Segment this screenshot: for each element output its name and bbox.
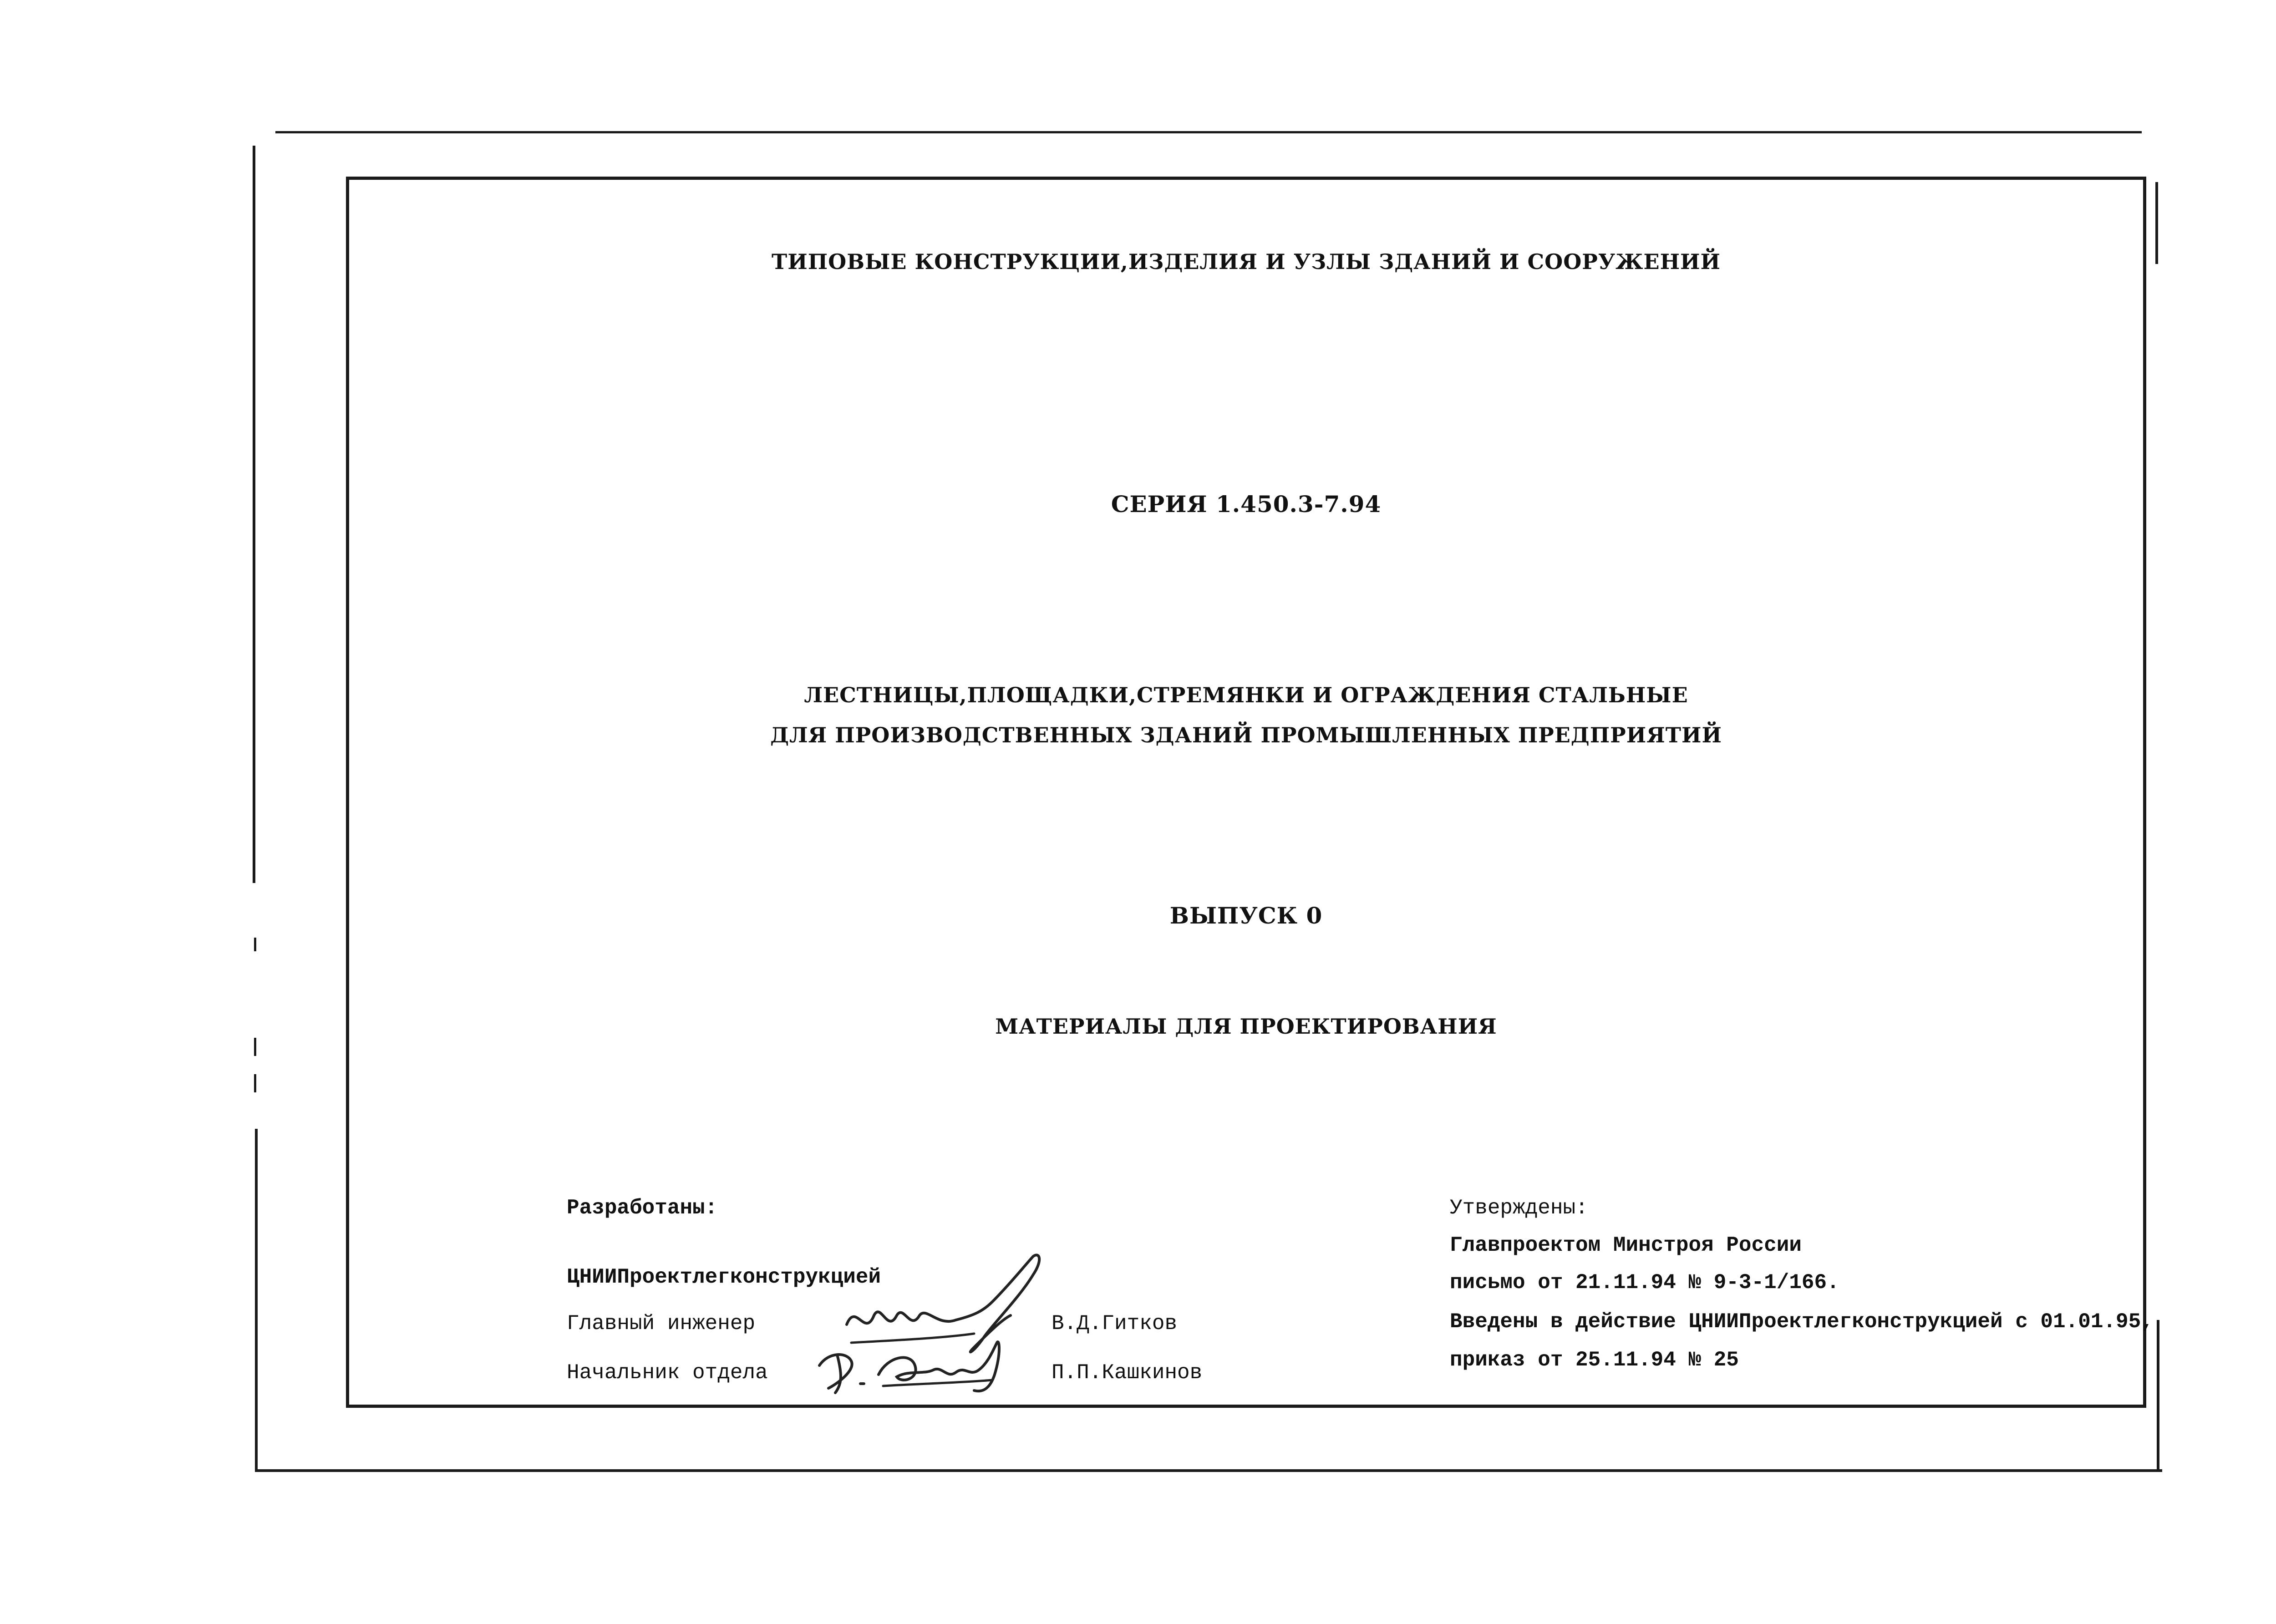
top-rule — [275, 131, 2142, 133]
left-rule-mid-1 — [254, 938, 256, 951]
right-rule-upper — [2155, 182, 2158, 264]
approved-heading: Утверждены: — [1450, 1196, 1588, 1220]
materials-title: МАТЕРИАЛЫ ДЛЯ ПРОЕКТИРОВАНИЯ — [995, 1014, 1497, 1039]
bottom-rule — [255, 1469, 2162, 1472]
left-rule-mid-2 — [254, 1038, 256, 1056]
developed-heading: Разработаны: — [567, 1196, 718, 1220]
chief-engineer-title: Главный инженер — [567, 1312, 756, 1335]
series-number: СЕРИЯ 1.450.3-7.94 — [1111, 491, 1382, 518]
approved-line-1: Главпроектом Минстроя России — [1450, 1233, 1802, 1257]
approved-line-4: приказ от 25.11.94 № 25 — [1450, 1348, 1739, 1372]
department-head-title: Начальник отдела — [567, 1361, 768, 1385]
title-sheet-frame — [346, 177, 2146, 1408]
department-head-signature — [810, 1334, 1020, 1402]
developer-organization: ЦНИИПроектлегконструкцией — [567, 1265, 881, 1289]
left-rule-upper — [253, 146, 255, 883]
approved-line-2: письмо от 21.11.94 № 9-3-1/166. — [1450, 1271, 1839, 1294]
subject-line-2: ДЛЯ ПРОИЗВОДСТВЕННЫХ ЗДАНИЙ ПРОМЫШЛЕННЫХ ПРЕДПРИЯТИЙ — [770, 723, 1722, 747]
header-title: ТИПОВЫЕ КОНСТРУКЦИИ,ИЗДЕЛИЯ И УЗЛЫ ЗДАНИЙ И СООРУЖЕНИЙ — [772, 249, 1721, 274]
department-head-name: П.П.Кашкинов — [1052, 1361, 1203, 1385]
left-rule-mid-3 — [254, 1074, 256, 1092]
left-rule-lower — [255, 1129, 258, 1470]
subject-line-1: ЛЕСТНИЦЫ,ПЛОЩАДКИ,СТРЕМЯНКИ И ОГРАЖДЕНИЯ СТАЛЬНЫЕ — [804, 683, 1688, 707]
issue-number: ВЫПУСК 0 — [1169, 902, 1323, 929]
right-rule-lower — [2157, 1320, 2159, 1470]
chief-engineer-name: В.Д.Гитков — [1052, 1312, 1178, 1335]
approved-line-3: Введены в действие ЦНИИПроектлегконструкцией с 01.01.95, — [1450, 1310, 2154, 1334]
